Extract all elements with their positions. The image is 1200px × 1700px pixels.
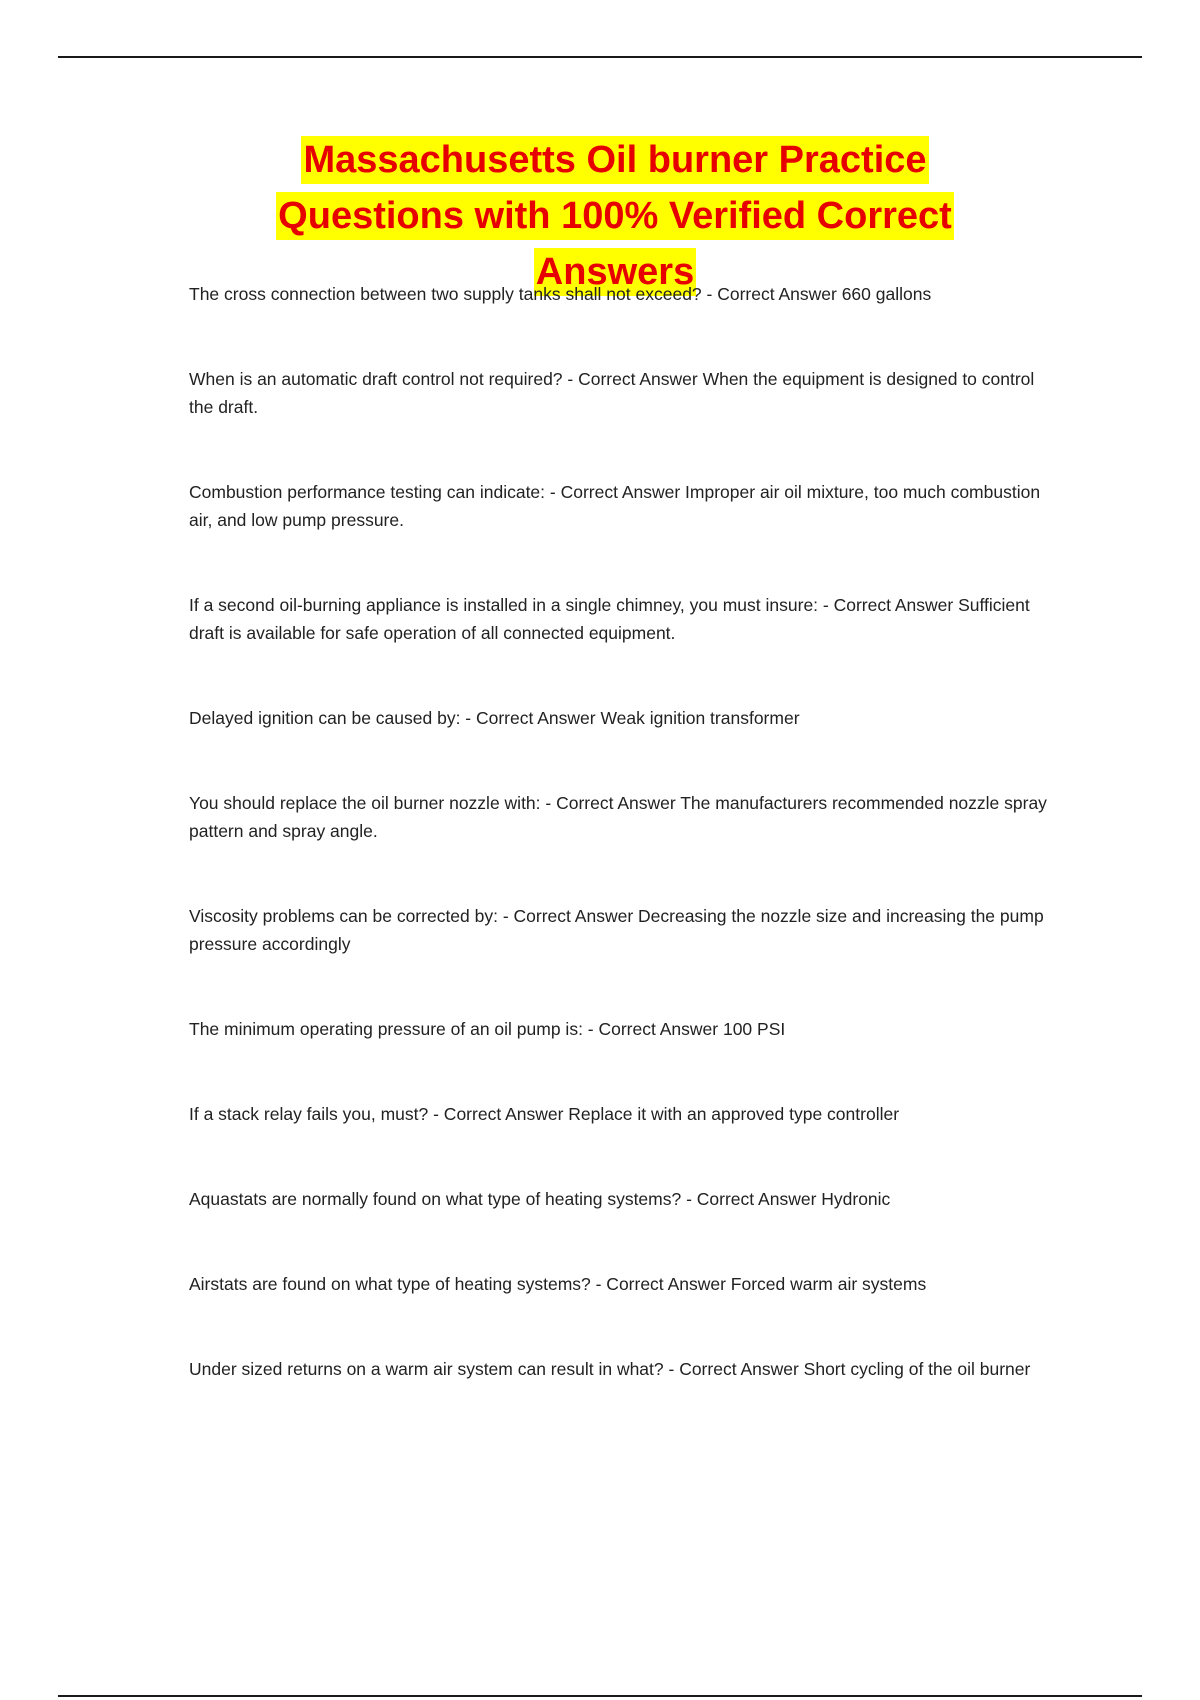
document-title — [190, 136, 1040, 304]
qa-item: Viscosity problems can be corrected by: - Correct Answer Decreasing the nozzle size and increasing the pump pressure accordingly — [189, 906, 1044, 954]
question-answer-list — [189, 280, 1059, 1440]
qa-item: Combustion performance testing can indicate: - Correct Answer Improper air oil mixture, too much combustion air, and low pump pressure. — [189, 482, 1041, 530]
qa-item: Aquastats are normally found on what type of heating systems? - Correct Answer Hydronic — [189, 1189, 891, 1209]
title-line-1: Massachusetts Oil burner Practice — [301, 136, 928, 184]
top-rule — [58, 56, 1142, 58]
qa-item: If a stack relay fails you, must? - Correct Answer Replace it with an approved type controller — [189, 1104, 900, 1124]
qa-item: The minimum operating pressure of an oil pump is: - Correct Answer 100 PSI — [189, 1019, 786, 1039]
qa-item: The cross connection between two supply tanks shall not exceed? - Correct Answer 660 gallons — [189, 284, 932, 304]
bottom-rule — [58, 1695, 1142, 1697]
title-line-3: Answers — [534, 248, 696, 296]
title-line-2: Questions with 100% Verified Correct — [276, 192, 954, 240]
qa-item: Delayed ignition can be caused by: - Correct Answer Weak ignition transformer — [189, 708, 800, 728]
qa-item: When is an automatic draft control not required? - Correct Answer When the equipment is designed to control the draft. — [189, 369, 1035, 417]
qa-item: You should replace the oil burner nozzle with: - Correct Answer The manufacturers recommended nozzle spray pattern and spray angle. — [189, 793, 1047, 841]
qa-item: If a second oil-burning appliance is installed in a single chimney, you must insure: - Correct Answer Sufficient draft is available for safe operation of all connected equipment. — [189, 595, 1030, 643]
qa-item: Under sized returns on a warm air system can result in what? - Correct Answer Short cycling of the oil burner — [189, 1359, 1031, 1379]
qa-item: Airstats are found on what type of heating systems? - Correct Answer Forced warm air systems — [189, 1274, 927, 1294]
